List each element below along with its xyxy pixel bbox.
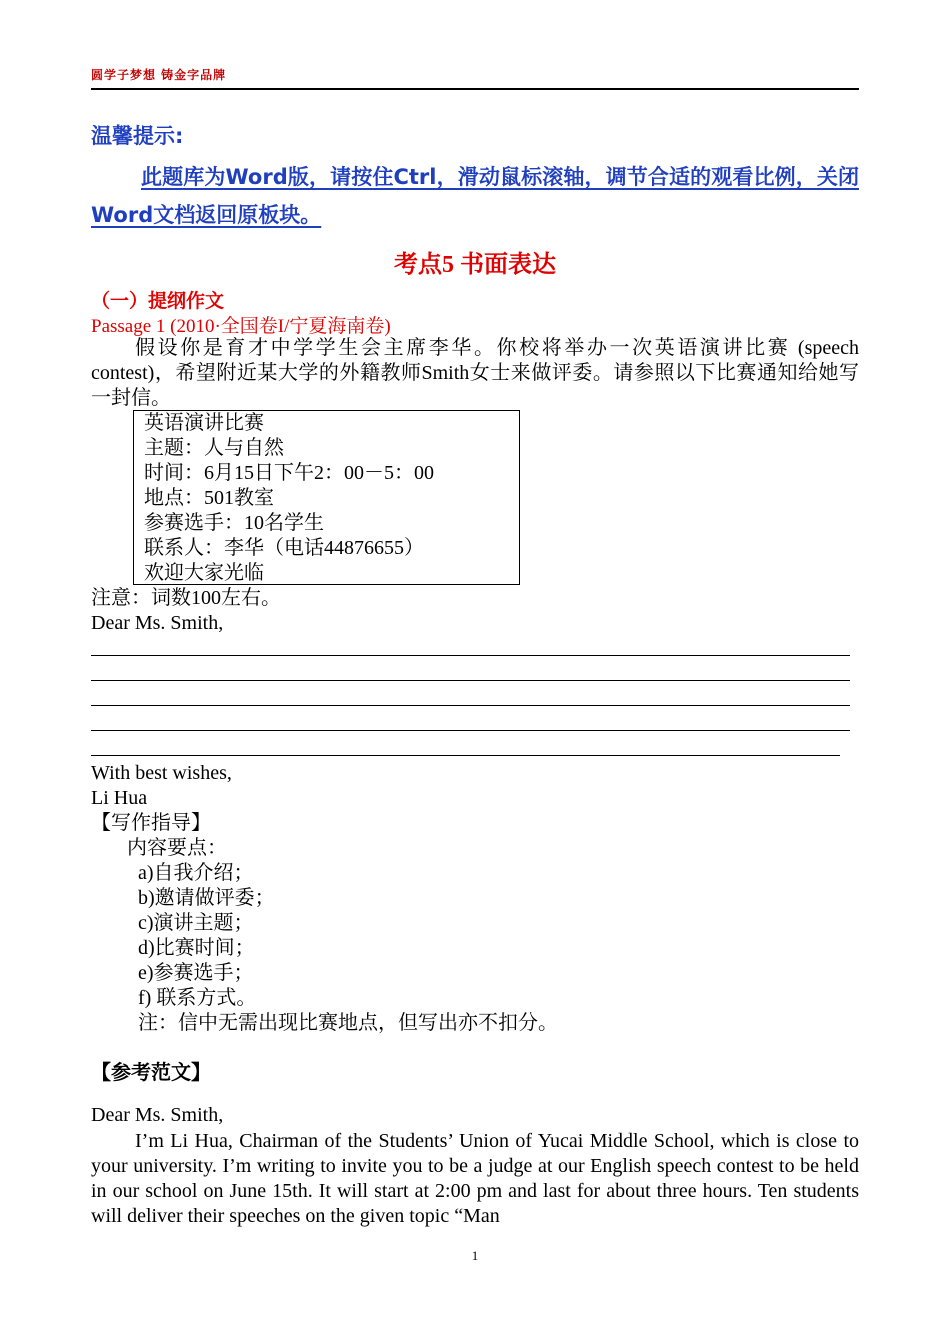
notice-line: 欢迎大家光临 bbox=[144, 562, 264, 584]
answer-line bbox=[91, 730, 850, 731]
page-number: 1 bbox=[471, 1248, 479, 1263]
page-title: 考点5 书面表达 bbox=[394, 252, 556, 278]
guide-heading: 【写作指导】 bbox=[91, 812, 211, 834]
section-heading: （一）提纲作文 bbox=[91, 291, 225, 312]
reference-heading: 【参考范文】 bbox=[91, 1062, 211, 1084]
tip-link-text[interactable]: 此题库为Word版，请按住Ctrl，滑动鼠标滚轴，调节合适的观看比例，关闭Word文档返回原板块。 bbox=[91, 165, 859, 227]
guide-item: c)演讲主题； bbox=[138, 912, 254, 934]
notice-line: 时间：6月15日下午2：00－5：00 bbox=[144, 462, 434, 484]
guide-item: a)自我介绍； bbox=[138, 862, 254, 884]
notice-line: 参赛选手：10名学生 bbox=[144, 512, 324, 534]
answer-line bbox=[91, 755, 840, 756]
guide-remark: 注：信中无需出现比赛地点，但写出亦不扣分。 bbox=[138, 1012, 558, 1034]
guide-item: e)参赛选手； bbox=[138, 962, 254, 984]
notice-line: 英语演讲比赛 bbox=[144, 412, 264, 434]
guide-item: d)比赛时间； bbox=[138, 937, 255, 959]
passage-label: Passage 1 (2010·全国卷I/宁夏海南卷) bbox=[91, 316, 391, 337]
notice-box bbox=[133, 410, 520, 585]
guide-subheading: 内容要点： bbox=[127, 837, 227, 859]
essay-greeting: Dear Ms. Smith, bbox=[91, 1104, 224, 1126]
prompt-paragraph: 假设你是育才中学学生会主席李华。你校将举办一次英语演讲比赛 (speech contest)，希望附近某大学的外籍教师Smith女士来做评委。请参照以下比赛通知给她写一封信。 bbox=[91, 337, 859, 409]
letter-closing: With best wishes, bbox=[91, 762, 232, 784]
answer-line bbox=[91, 680, 850, 681]
guide-item: b)邀请做评委； bbox=[138, 887, 275, 909]
answer-line bbox=[91, 705, 850, 706]
letter-signature: Li Hua bbox=[91, 787, 148, 809]
header-slogan: 圆学子梦想 铸金字品牌 bbox=[91, 68, 227, 82]
word-count-note: 注意：词数100左右。 bbox=[91, 587, 281, 609]
answer-line bbox=[91, 655, 850, 656]
notice-line: 主题：人与自然 bbox=[144, 437, 284, 459]
tip-title: 温馨提示: bbox=[91, 124, 184, 148]
letter-greeting: Dear Ms. Smith, bbox=[91, 612, 224, 634]
guide-item: f) 联系方式。 bbox=[138, 987, 257, 1009]
notice-line: 联系人：李华（电话44876655） bbox=[144, 537, 424, 559]
notice-line: 地点：501教室 bbox=[144, 487, 274, 509]
tip-body[interactable] bbox=[91, 158, 859, 234]
essay-body: I’m Li Hua, Chairman of the Students’ Union of Yucai Middle School, which is close to your university. I’m writing to invite you to be a judge at our English speech contest to be held in our school on June 15th. It will start at 2:00 pm and last for about three hours. Ten students will deliver their speeches on the given topic “Man bbox=[91, 1130, 859, 1227]
page-header bbox=[91, 66, 859, 90]
